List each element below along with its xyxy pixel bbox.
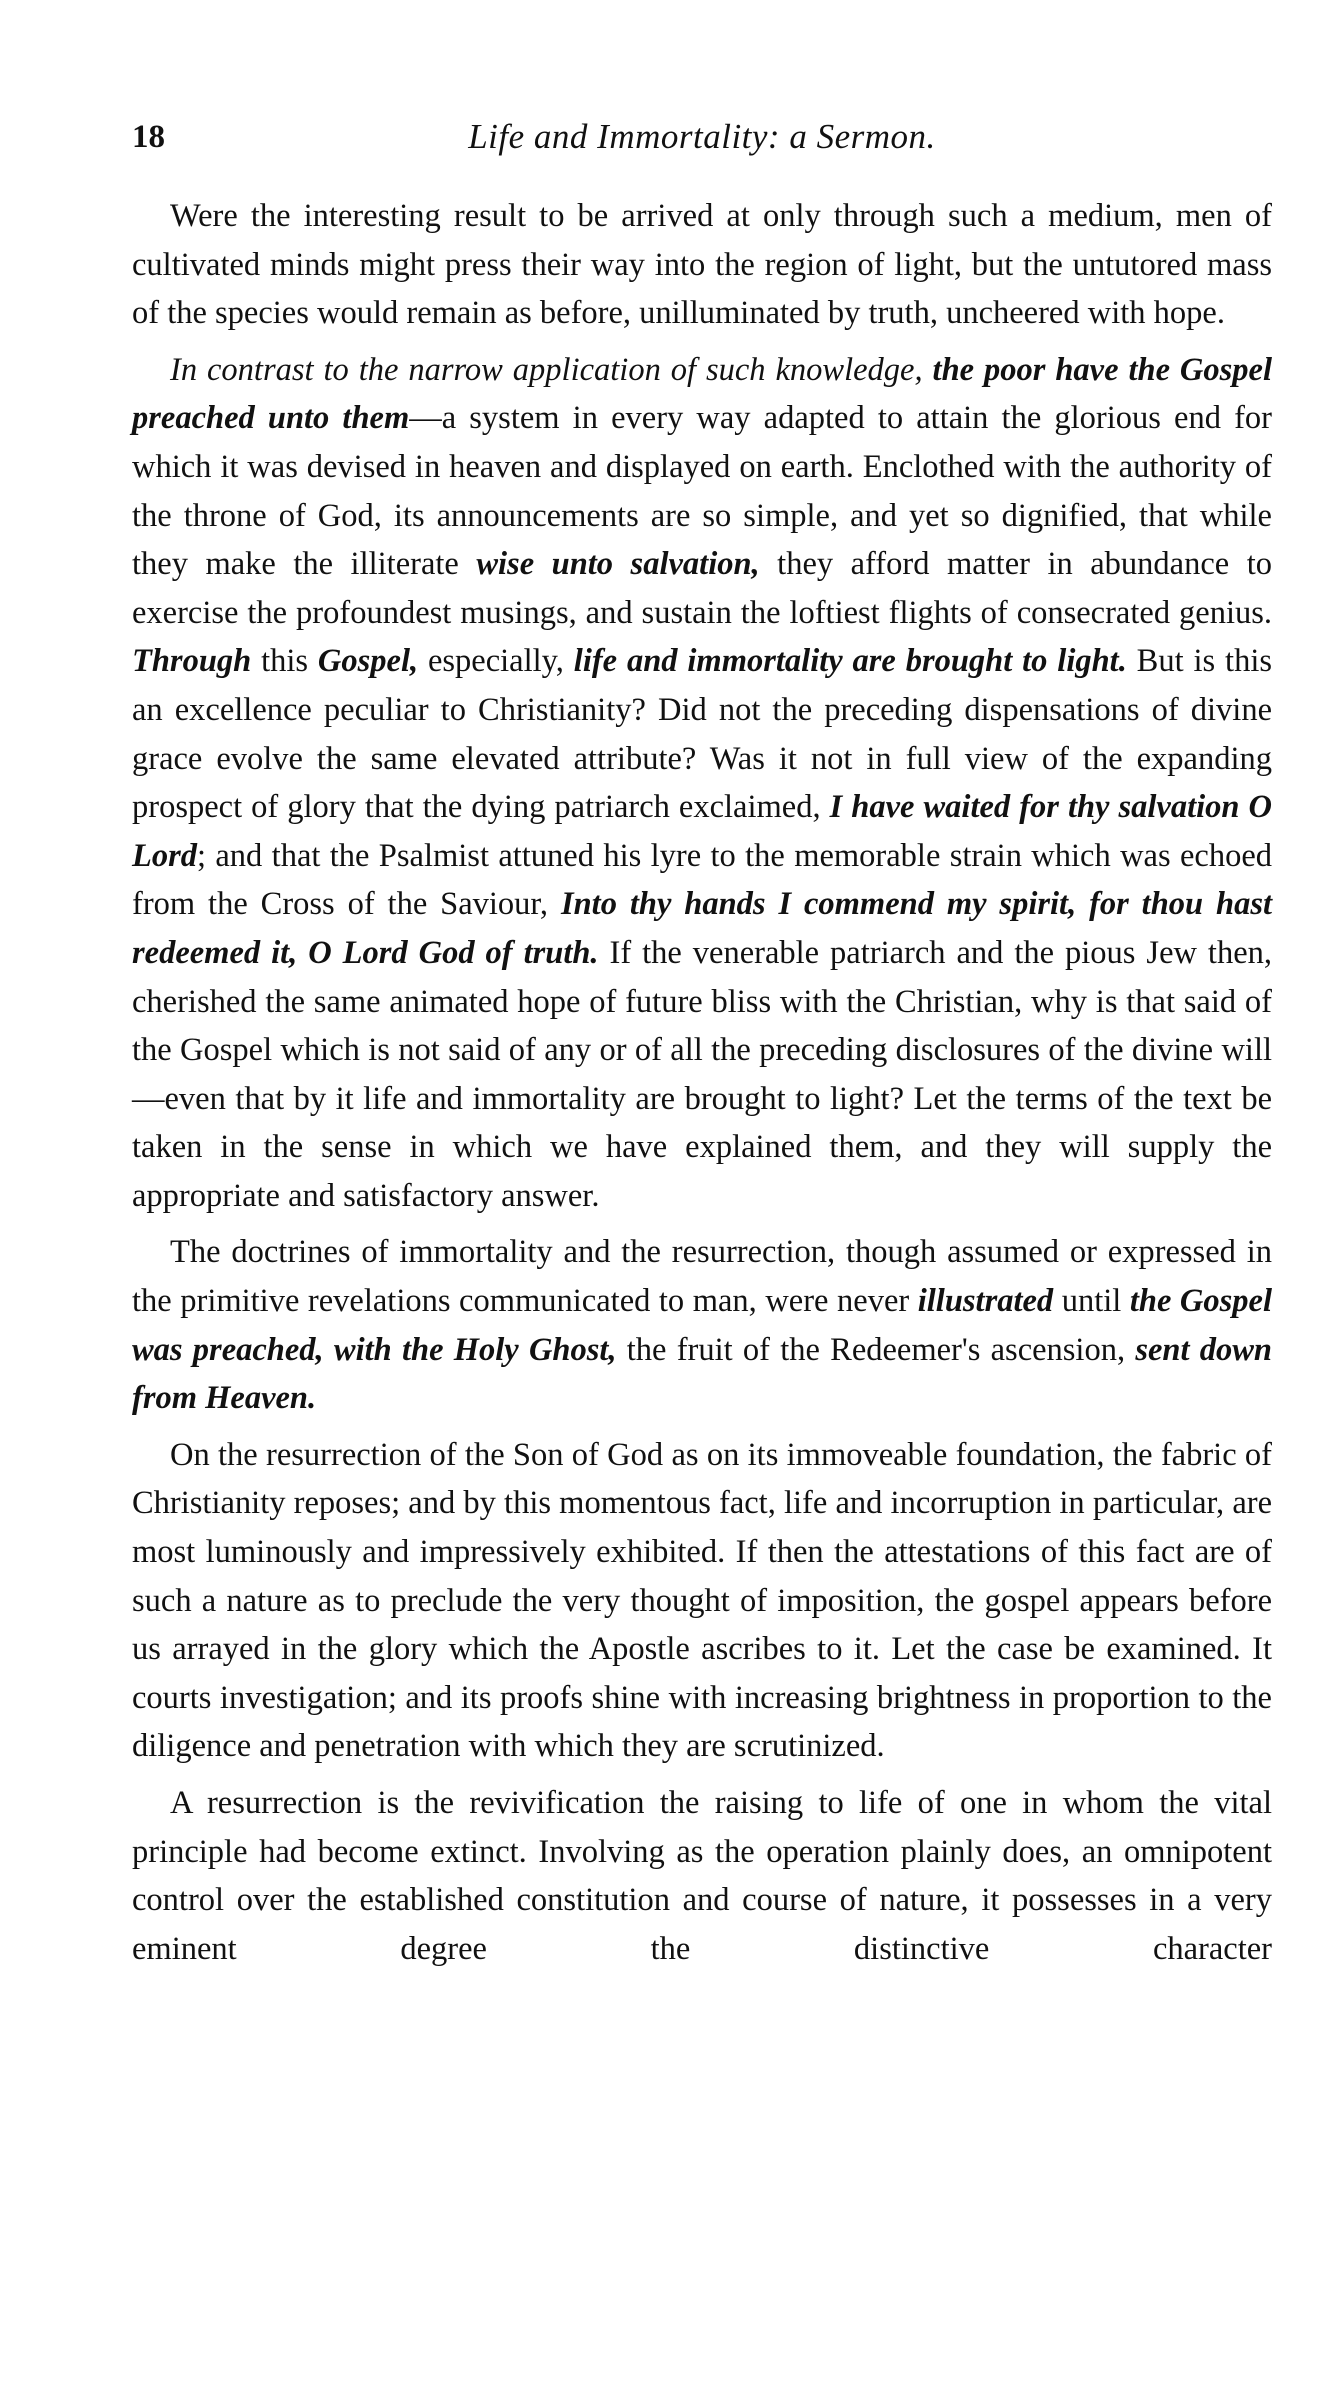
running-head <box>132 112 1272 162</box>
emphasized-phrase: the Gospel was preached, with the Holy Ghost, <box>132 1283 1272 1368</box>
text-run: The doctrines of immortality and the resurrection, though assumed or expressed in the primitive revelations communicated to man, were never <box>132 1234 1272 1320</box>
text-run: On the resurrection of the Son of God as on its immoveable foundation, the fabric of Christianity reposes; and by this momentous fact, life and incorruption in particular, are most luminously and impressively exhibited. If then the attestations of this fact are of such a nature as to preclude the very thought of imposition, the gospel appears before us arrayed in the glory which the Apostle ascribes to it. Let the case be examined. It courts investigation; and its proofs shine with increasing brightness in proportion to the diligence and penetration with which they are scrutinized. <box>132 1436 1272 1765</box>
paragraph-2 <box>132 346 1272 1221</box>
emphasized-phrase: illustrated <box>917 1283 1054 1320</box>
text-run: they afford matter in abundance to exercise the profoundest musings, and sustain the loftiest flights of consecrated genius. <box>132 546 1272 631</box>
emphasized-phrase: I have waited for thy salvation O Lord <box>132 789 1272 874</box>
emphasized-phrase: the poor have the Gospel preached unto them <box>132 351 1272 437</box>
text-run: the fruit of the Redeemer's ascension, <box>616 1331 1136 1368</box>
text-run: especially, <box>418 643 574 680</box>
emphasized-phrase: life and immortality are brought to light. <box>573 643 1127 680</box>
text-run: If the venerable patriarch and the pious Jew then, cherished the same animated hope of future bliss with the Christian, why is that said of the Gospel which is not said of any or of all the preceding disclosures of the divine will—even that by it life and immortality are brought to light? Let the terms of the text be taken in the sense in which we have explained them, and they will supply the appropriate and satisfactory answer. <box>132 934 1272 1214</box>
emphasized-phrase: Into thy hands I commend my spirit, for thou hast redeemed it, O Lord God of truth. <box>132 886 1272 971</box>
emphasized-phrase: sent down from Heaven. <box>132 1331 1272 1417</box>
sermon-text <box>132 192 1272 1973</box>
paragraph-3 <box>132 1228 1272 1422</box>
text-run: ; and that the Psalmist attuned his lyre to the memorable strain which was echoed from the Cross of the Saviour, <box>132 837 1272 923</box>
emphasized-phrase: Through <box>132 643 252 680</box>
paragraph-4 <box>132 1431 1272 1771</box>
emphasized-phrase: Gospel, <box>317 643 419 680</box>
text-run: Were the interesting result to be arrived at only through such a medium, men of cultivated minds might press their way into the region of light, but the untutored mass of the species would remain as before, unilluminated by truth, uncheered with hope. <box>132 198 1272 332</box>
paragraph-1 <box>132 192 1272 338</box>
paragraph-5 <box>132 1779 1272 1973</box>
text-run: But is this an excellence peculiar to Christianity? Did not the preceding dispensations of divine grace evolve the same elevated attribute? Was it not in full view of the expanding prospect of glory that the dying patriarch exclaimed, <box>132 643 1272 826</box>
text-run: this <box>251 643 318 680</box>
emphasized-phrase: wise unto salvation, <box>476 546 760 583</box>
running-title: Life and Immortality: a Sermon. <box>468 117 936 156</box>
text-run: until <box>1053 1283 1130 1320</box>
page-number: 18 <box>132 119 165 155</box>
text-run: —a system in every way adapted to attain the glorious end for which it was devised in heaven and displayed on earth. Enclothed with the authority of the throne of God, its announcements are so simple, and yet so dignified, that while they make the illiterate <box>132 400 1272 583</box>
italic-phrase: In contrast to the narrow application of such knowledge, <box>170 351 933 388</box>
text-run: A resurrection is the revivification the raising to life of one in whom the vital principle had become extinct. Involving as the operation plainly does, an omnipotent control over the established constitution and course of nature, it possesses in a very eminent degree the distinctive character <box>132 1785 1272 1967</box>
